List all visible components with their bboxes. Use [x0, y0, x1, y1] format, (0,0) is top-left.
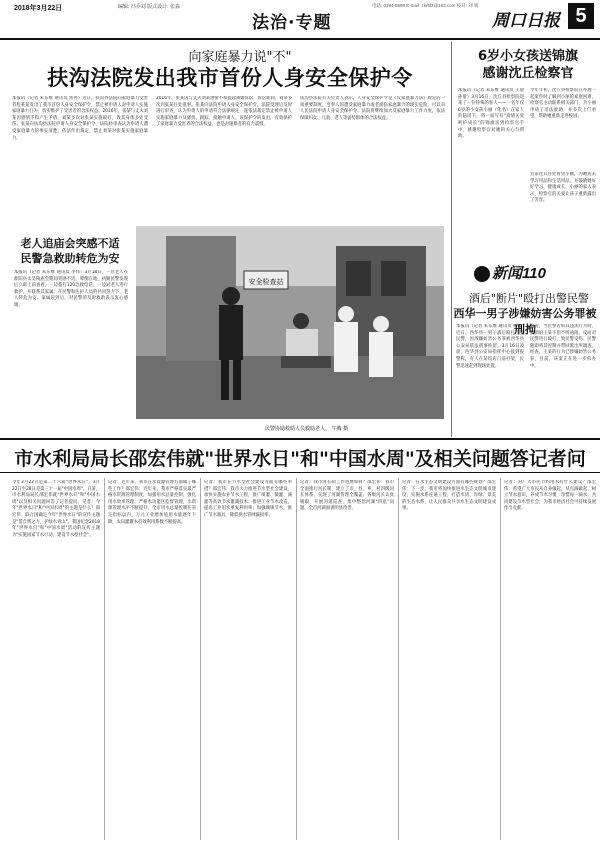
- newspaper-name: 周口日报: [492, 11, 560, 31]
- main-story-headline: 扶沟法院发出我市首份人身安全保护令: [47, 66, 413, 90]
- elder-story-headline-line1: 老人追庙会突感不适: [20, 237, 120, 250]
- police-story-col1: 本报讯（记者 朱东维 通讯员 陈俊）近日，西华县一男子酒后殴打出警民警，因涉嫌妨害公务罪被西华县公安局依法刑事拘留。3月16日凌晨，西华县公安局指挥中心接到报警称，有人在某饭店门前打架，民警迅速赶到现场处置。: [456, 324, 524, 369]
- main-story-col2: 2016年，张某因与丈夫刘某感情不和提起离婚诉讼，诉讼期间，刘某多次到张某住处滋事。张某向法院申请人身安全保护令，法院受理后及时进行审查，认为申请人的申请符合法律规定，遂依法裁定禁止被申请人实施家庭暴力及骚扰、跟踪、接触申请人。该保护令的发出，有效保护了家庭暴力受害者的合法权益，也是对施暴者的有力震慑。: [156, 96, 292, 128]
- news110-label: [474, 262, 546, 283]
- interview-col: 记者：对广大市民节约用水有什么建议？邵宏伟：希望广大市民从自身做起，从点滴做起，树立节水意识，养成节水习惯，珍惜每一滴水，共同建设节水型社会，为我市经济社会可持续发展作出贡献。: [504, 480, 596, 512]
- police-story-kicker: 酒后"断片"殴打出警民警: [468, 292, 590, 305]
- news110-text: 新闻110: [492, 265, 546, 282]
- kid-story-col2: 今年年初，沈丘县检察院在办理一起案件时了解到小丽的家庭困难，检察官主动联系相关部门，为小丽申请了司法救助，并多次上门看望，帮助她重新走进校园。: [530, 88, 596, 120]
- kid-story-col3: 官前往其住处看望小丽，为她送去学习用品和生活用品，并鼓励她好好学习、健康成长。小丽的家人表示，检察官的关爱让孩子重新露出了笑容。: [530, 172, 596, 204]
- interview-col: 记者：在水生态文明建设方面有哪些规划？邵宏伟：下一步，我市将加快推进水生态文明城市建设，实施水系连通工程，打造水清、岸绿、景美的生态水系，让人民群众共享水生态文明建设成果。: [402, 480, 496, 512]
- elder-story-headline-line2: 民警急救助转危为安: [20, 252, 120, 265]
- interview-col: 记者：我市在节水型社会建设方面有哪些举措？邵宏伟：我市大力推进节水型社会建设，加快实施农业节水工程，推广喷灌、微灌、滴灌等高效节水灌溉技术；推进工业节水改造，提高工业用水重复利用率；加强城镇节水，推广节水器具，降低供水管网漏损率。: [204, 480, 292, 518]
- elder-story-body: 本报讯（记者 朱东维 通讯员 李伟）3月18日，一位老人在淮阳县太昊陵庙会期间突感不适，晕倒在地，执勤民警发现后立即上前查看，一边拨打120急救电话，一边对老人进行救护，并联系其家属。在民警和医护人员的共同努力下，老人转危为安。家属赶到后，对民警的及时救助表示衷心感谢。: [14, 270, 128, 308]
- section-title: 法治·专题: [252, 13, 332, 33]
- main-story-kicker: 向家庭暴力说"不": [188, 50, 292, 65]
- issue-date: 2018年3月22日: [14, 5, 63, 12]
- section-rule-lower: [0, 472, 600, 473]
- kid-story-headline-line1: 6岁小女孩送锦旗: [477, 49, 579, 64]
- police-story-headline: 西华一男子涉嫌妨害公务罪被刑拘: [453, 307, 597, 336]
- interview-col: 记者：近年来，我市在水资源管理方面做了哪些工作？邵宏伟：近年来，我市严格落实最严格水资源管理制度，加强用水总量控制，强化用水效率管理，严格水功能区监督管理，水资源管理水平不断提升。全市用水总量控制在省定指标以内，万元工业增加值用水量逐年下降，农田灌溉水有效利用系数不断提高。: [108, 480, 196, 525]
- interview-headline: 市水利局局长邵宏伟就"世界水日"和"中国水周"及相关问题答记者问: [14, 448, 586, 470]
- kid-story-headline: [458, 48, 598, 82]
- column-rule: [104, 478, 105, 840]
- news-photo: [136, 226, 444, 419]
- kid-story-col1: 本报讯（记者 朱东维 通讯员 王晨 孙倩）3月16日，沈丘县检察院迎来了一位特殊的客人——一名年仅6岁的小女孩小丽（化名）在家人的陪同下，将一面写有"真情关爱 呵护成长"的锦旗送到检察官手中，感谢检察官对她的关心与帮助。: [458, 88, 524, 140]
- section-rule: [0, 438, 600, 440]
- column-rule: [200, 478, 201, 840]
- interview-col: 记者：我市河长制工作进展如何？邵宏伟：我市全面推行河长制，建立了市、县、乡、村四级河长体系，实现了河湖管理全覆盖。各级河长认真履职，开展河道巡查，集中整治河湖"四乱"问题，全市河湖面貌明显改善。: [300, 480, 394, 512]
- contact-info: 电话: 0394-8599 E-mail: zkrbfz@163.com 校对: 刘 娟: [372, 3, 479, 8]
- photo-caption: 民警协助救助人员救助老人。 牛腾 摄: [265, 426, 349, 432]
- page-header: [0, 0, 600, 40]
- page-number: 5: [568, 3, 594, 29]
- sign-text: 安全检查站: [248, 278, 284, 286]
- kid-story-headline-line2: 感谢沈丘检察官: [482, 66, 574, 81]
- interview-col: 今年3月22日是第二十六届"世界水日"，3月22日至28日是第三十一届"中国水周"。日前，市水利局局长邵宏伟就"世界水日"和"中国水周"以及相关问题回答了记者提问。记者：今年"世界水日"和"中国水周"的主题是什么？邵宏伟：联合国确定今年"世界水日"的宣传主题是"借自然之力，护绿水青山"。我国纪念2018年"世界水日"和"中国水周"活动的宣传主题为"实施国家节水行动，建设节水型社会"。: [12, 480, 100, 538]
- news-badge-icon: [474, 266, 490, 282]
- main-story-col3: 扶沟县法院有关负责人表示，人身安全保护令是《反家庭暴力法》规定的一项重要制度，当事人因遭受家庭暴力或者面临家庭暴力的现实危险，可以向人民法院申请人身安全保护令。法院将继续加大反家庭暴力工作力度，依法保障妇女、儿童、老人等弱势群体的合法权益。: [300, 96, 445, 121]
- main-story-col1: 本报讯（记者 朱东维 通讯员 焦冉）近日，扶沟县法院向家庭暴力受害者程某某发出了我市首份人身安全保护令，禁止被申请人对申请人实施家庭暴力行为，切实维护了受害者的合法权益。2016年，张某与丈夫刘某因感情不和产生矛盾，刘某多次对张某实施殴打，致其身体多处受伤。张某向扶沟县法院申请人身安全保护令，法院经审查认为申请人遭受家庭暴力的事实清楚，依法作出裁定，禁止刘某对张某实施家庭暴力。: [12, 96, 148, 141]
- elder-story-headline: [14, 236, 126, 266]
- column-rule: [500, 478, 501, 840]
- column-divider: [451, 42, 452, 437]
- column-rule: [296, 478, 297, 840]
- photo-illustration: [136, 226, 444, 419]
- police-story-col2: 情况，当民警告诉其违法行为时，醉酒的王某不但不听劝阻，反而对民警进行殴打，致民警受伤。民警随即将其控制并带回派出所调查。经查，王某的行为已涉嫌妨害公务罪，目前，该案正在进一步侦办中。: [530, 324, 596, 369]
- editor-credits: 编辑: 冯乔刘 版式设计: 张淼: [118, 4, 180, 10]
- column-rule: [398, 478, 399, 840]
